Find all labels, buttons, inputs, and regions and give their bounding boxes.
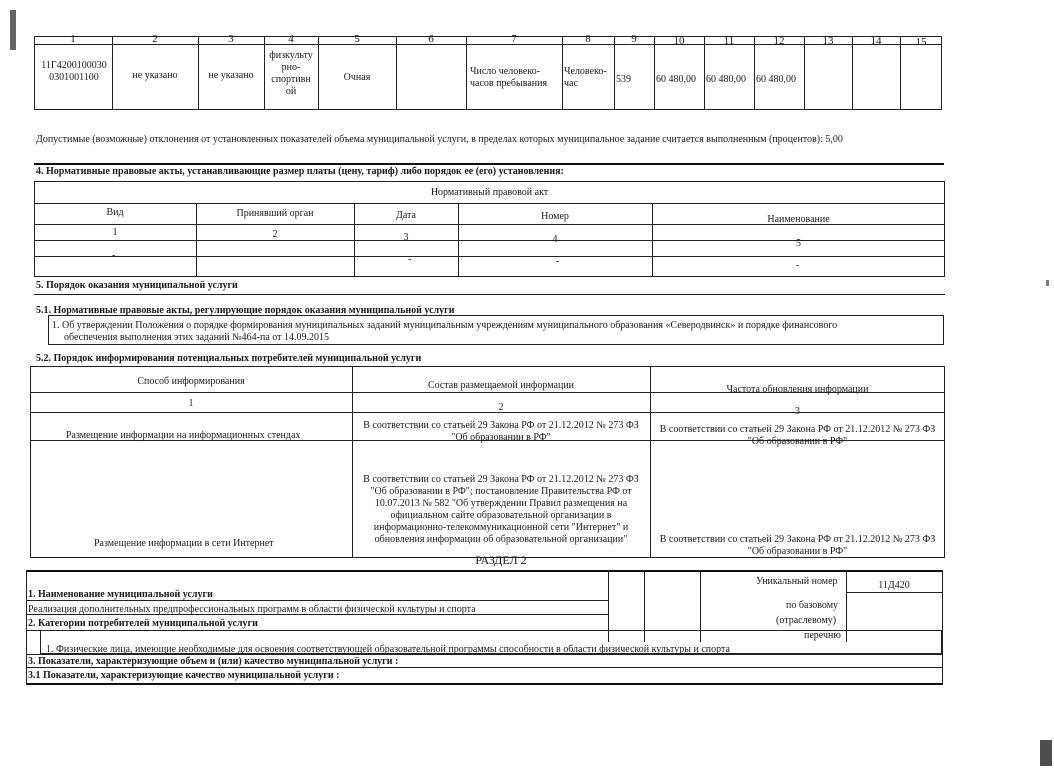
deviation-text: Допустимые (возможные) отклонения от установленных показателей объема муниципальной услуги, в пределах которых муниципальное задание считается выполненным (процентов): 5,00 [36, 134, 843, 145]
col-name: Наименование [767, 214, 830, 225]
cell-unit: Человеко-час [564, 66, 607, 89]
quality-indicators-title: 3.1 Показатели, характеризующие качество муниципальной услуги : [28, 670, 340, 681]
col-index: 3 [403, 232, 409, 243]
consumers-value: 1. Физические лица, имеющие необходимые для освоения соответствующей образовательной программы способности в области физической культуры и спорта [46, 644, 730, 655]
dash: - [556, 256, 560, 267]
col-number: 5 [354, 33, 360, 45]
col-number: 14 [870, 35, 882, 47]
col-type: Вид [106, 207, 124, 218]
cell-value-2016: 60 480,00 [656, 74, 696, 85]
indicators-title: 3. Показатели, характеризующие объем и (или) качество муниципальной услуги : [28, 656, 399, 667]
cell-form: Очная [343, 72, 371, 83]
cell-orientation: физкульту рно-спортивн ой [269, 50, 313, 97]
method-internet: Размещение информации в сети Интернет [94, 538, 274, 549]
dash: - [796, 260, 800, 271]
col-number: 2 [152, 33, 158, 45]
content-stands: В соответствии со статьей 29 Закона РФ от 21.12.2012 № 273 ФЗ "Об образовании в РФ" [363, 420, 639, 443]
col-index: 2 [498, 402, 504, 413]
section-5-2-title: 5.2. Порядок информирования потенциальных потребителей муниципальной услуги [36, 353, 422, 364]
cell-value-2017: 60 480,00 [706, 74, 746, 85]
consumers-title: 2. Категории потребителей муниципальной услуги [28, 618, 258, 629]
col-index: 1 [188, 398, 194, 409]
col-number: 7 [511, 33, 517, 45]
basic-list-label: (отраслевому) [776, 615, 837, 626]
dash: - [408, 254, 412, 265]
col-number: 6 [428, 33, 434, 45]
cell-value-2018: 60 480,00 [756, 74, 796, 85]
frequency-internet: В соответствии со статьей 29 Закона РФ от 21.12.2012 № 273 ФЗ "Об образовании в РФ" [659, 534, 936, 557]
col-issuer: Принявший орган [236, 208, 314, 219]
scan-artifact [1040, 740, 1052, 766]
col-number: 4 [288, 33, 294, 45]
section-4-title: 4. Нормативные правовые акты, устанавливающие размер платы (цену, тариф) либо порядок ее (его) установления: [36, 166, 564, 177]
col-number: 11 [723, 35, 735, 47]
section-5-1-title: 5.1. Нормативные правовые акты, регулирующие порядок оказания муниципальной услуги [36, 305, 455, 316]
col-index: 3 [795, 406, 800, 417]
regulation-text-2: обеспечения выполнения этих заданий №464-па от 14.09.2015 [64, 332, 330, 343]
method-stands: Размещение информации на информационных стендах [66, 430, 301, 441]
col-number: 13 [822, 35, 834, 47]
col-number: 9 [631, 33, 637, 45]
dash: - [112, 250, 116, 261]
scan-artifact [1046, 280, 1049, 286]
cell-not-specified: не указано [208, 70, 254, 81]
service-name-title: 1. Наименование муниципальной услуги [28, 589, 213, 600]
frequency-stands: В соответствии со статьей 29 Закона РФ от 21.12.2012 № 273 ФЗ "Об образовании в РФ" [659, 424, 936, 447]
content-internet: В соответствии со статьей 29 Закона РФ от 21.12.2012 № 273 ФЗ "Об образовании в РФ"; постановление Правительства РФ от 10.07.2013 № 582 "Об утверждении Правил размещения на официальном сайте образовательной организации в информационно-телекоммуникационной сети "Интернет" и обновления информации об образовательной организации" [363, 474, 639, 545]
col-date: Дата [396, 210, 416, 221]
col-number: 3 [228, 33, 234, 45]
unique-number-label: Уникальный номер [756, 576, 838, 587]
section-5-title: 5. Порядок оказания муниципальной услуги [36, 280, 238, 291]
col-frequency: Частота обновления информации [726, 384, 869, 395]
col-number: Номер [541, 211, 569, 222]
service-name-value: Реализация дополнительных предпрофессиональных программ в области физической культуры и спорта [28, 604, 476, 615]
col-number: 1 [70, 33, 76, 45]
registry-number-cell: 11Г4200100030 0301001100 [41, 60, 107, 83]
scan-artifact [10, 10, 16, 50]
col-number: 8 [585, 33, 591, 45]
cell-not-specified: не указано [132, 70, 178, 81]
col-index: 4 [552, 234, 558, 245]
col-number: 10 [673, 35, 685, 47]
col-index: 2 [272, 229, 278, 240]
col-number: 15 [915, 36, 927, 48]
col-index: 5 [796, 238, 801, 249]
cell-okei: 539 [616, 74, 631, 85]
col-content: Состав размещаемой информации [427, 380, 575, 391]
basic-list-label: по базовому [786, 600, 839, 611]
regulation-text: 1. Об утверждении Положения о порядке формирования муниципальных заданий муниципальным учреждениям муниципального образования «Северодвинск» и порядке финансового [52, 320, 838, 331]
cell-indicator-name: Число человеко-часов пребывания [470, 66, 548, 89]
legal-act-header: Нормативный правовой акт [430, 187, 549, 198]
col-number: 12 [773, 35, 785, 47]
col-method: Способ информирования [137, 376, 245, 387]
col-index: 1 [112, 227, 118, 238]
section-2-heading: РАЗДЕЛ 2 [475, 553, 527, 567]
unique-number-value: 11Д420 [878, 580, 910, 591]
basic-list-label: перечню [804, 630, 841, 641]
